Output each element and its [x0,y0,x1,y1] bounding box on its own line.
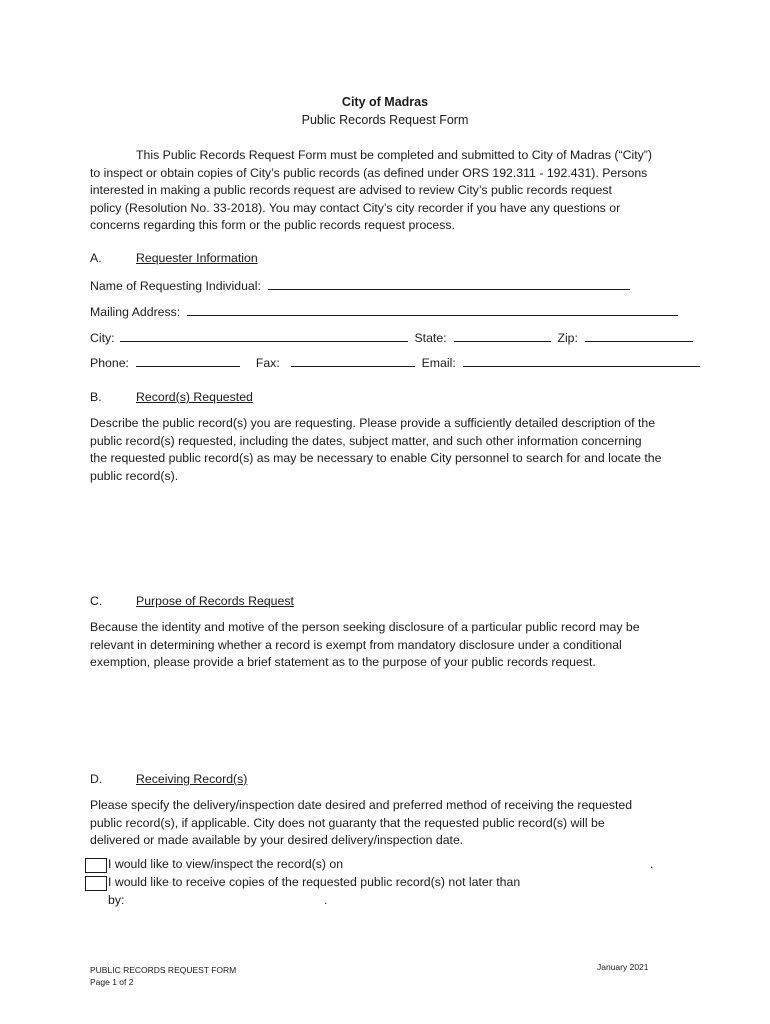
section-c-letter: C. [90,594,103,608]
receive-copies-by-label: by: [108,893,125,907]
state-field[interactable] [454,329,551,342]
section-d-line: Please specify the delivery/inspection date desired and preferred method of receiving the requested [90,798,633,812]
fax-field[interactable] [291,354,415,367]
view-inspect-period: . [650,857,654,871]
email-field[interactable] [463,354,700,367]
section-b-line: public record(s) requested, including the dates, subject matter, and such other information concerning [90,433,642,448]
intro-line: policy (Resolution No. 33-2018). You may contact City’s city recorder if you have any questions or [90,200,621,215]
section-a-title: Requester Information [136,251,258,265]
intro-line: interested in making a public records request are advised to review City’s public records request [90,183,612,198]
mailing-address-field[interactable] [187,303,678,316]
footer-page-number: Page 1 of 2 [90,977,134,987]
section-d-letter: D. [90,772,103,786]
intro-line: to inspect or obtain copies of City’s public records (as defined under ORS 192.311 - 192.431). Persons [90,165,648,180]
section-b-title: Record(s) Requested [136,390,253,404]
section-c-line: exemption, please provide a brief statement as to the purpose of your public records request. [90,655,596,670]
section-d-line: public record(s), if applicable. City does not guaranty that the requested public record(s) will be [90,815,605,830]
intro-paragraph [90,147,685,235]
section-d-line: delivered or made available by your desired delivery/inspection date. [90,833,464,848]
zip-field[interactable] [585,329,693,342]
name-label: Name of Requesting Individual: [90,279,261,293]
state-label: State: [414,331,447,345]
email-label: Email: [421,356,456,370]
section-c-paragraph [90,619,685,672]
city-field[interactable] [120,329,408,342]
section-b-letter: B. [90,390,102,404]
mailing-row [90,303,678,319]
phone-label: Phone: [90,356,129,370]
zip-label: Zip: [557,331,578,345]
view-inspect-checkbox[interactable] [85,858,107,873]
form-title: Public Records Request Form [301,113,469,127]
section-c-title: Purpose of Records Request [136,594,294,608]
section-d-title: Receiving Record(s) [136,772,248,786]
section-a-letter: A. [90,251,102,265]
intro-line: concerns regarding this form or the public records request process. [90,218,455,233]
org-title: City of Madras [341,95,429,109]
footer-form-name: PUBLIC RECORDS REQUEST FORM [90,965,237,975]
intro-line: This Public Records Request Form must be completed and submitted to City of Madras (“City”) [136,148,652,162]
city-label: City: [90,331,115,345]
name-row [90,277,630,293]
name-field[interactable] [268,277,630,290]
receive-copies-checkbox[interactable] [85,876,107,891]
city-state-zip-row [90,329,693,345]
phone-fax-email-row [90,354,700,370]
mailing-label: Mailing Address: [90,305,181,319]
section-b-line: Describe the public record(s) you are requesting. Please provide a sufficiently detailed description of the [90,416,656,430]
section-c-line: relevant in determining whether a record is exempt from mandatory disclosure under a conditional [90,637,622,652]
section-b-paragraph [90,415,685,485]
receive-copies-label: I would like to receive copies of the requested public record(s) not later than [108,875,521,889]
view-inspect-label: I would like to view/inspect the record(s) on [108,857,344,871]
fax-label: Fax: [255,356,280,370]
footer-date: January 2021 [597,962,649,972]
section-d-paragraph [90,797,685,850]
receive-copies-period: . [324,893,328,907]
footer-left [90,964,236,988]
section-c-line: Because the identity and motive of the person seeking disclosure of a particular public record may be [90,620,640,634]
phone-field[interactable] [136,354,240,367]
section-b-line: public record(s). [90,468,179,483]
section-b-line: the requested public record(s) as may be necessary to enable City personnel to search for and locate the [90,451,662,466]
